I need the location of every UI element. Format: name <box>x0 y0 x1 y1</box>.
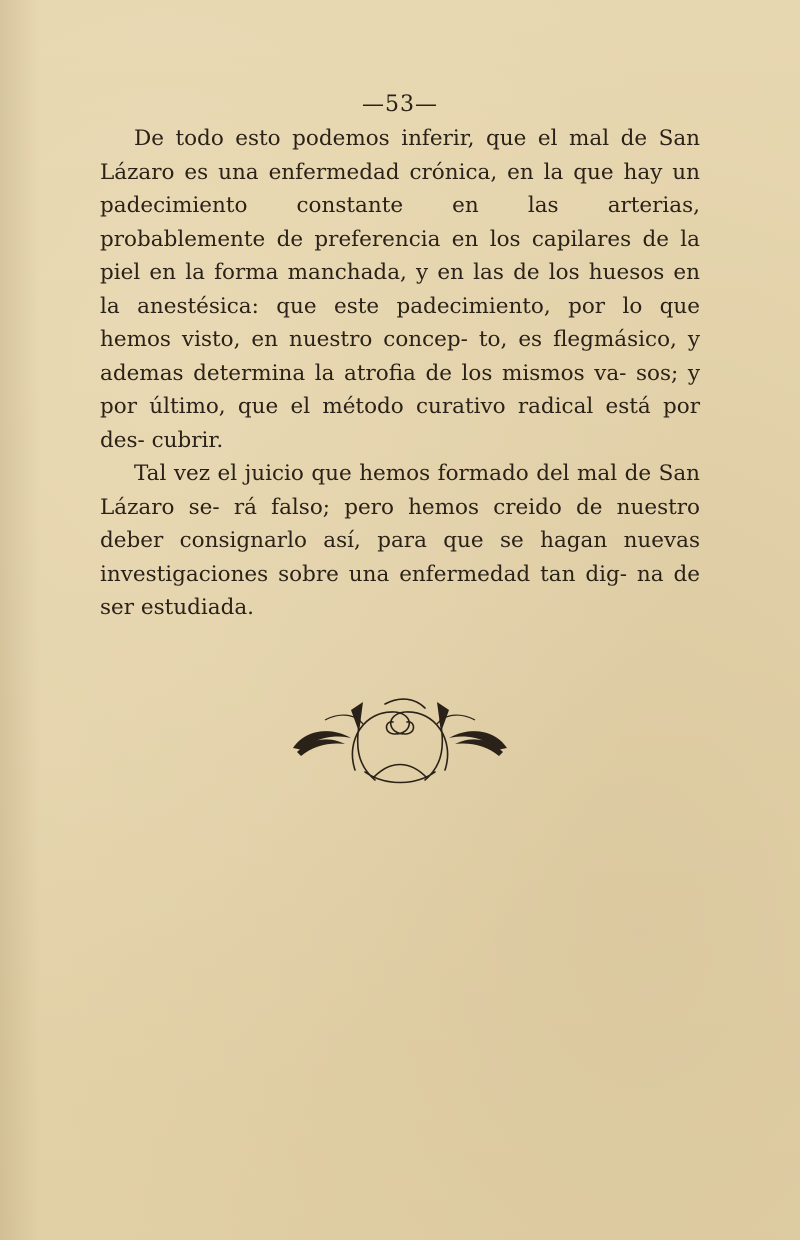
paragraph-1: De todo esto podemos inferir, que el mal de San Lázaro es una enfermedad crónica, en la que hay un padecimiento constante en las arterias, probablemente de preferencia en los capilares de la piel en la forma manchada, y en las de los huesos en la anestésica: que este padecimiento, por lo que hemos visto, en nuestro concep- to, es flegmásico, y ademas determina la atrofia de los mismos va- sos; y por último, que el método curativo radical está por des- cubrir. <box>100 126 700 453</box>
body-text <box>100 122 700 625</box>
page-fold-shadow <box>0 0 40 1240</box>
page-number: —53— <box>362 92 438 117</box>
vignette-ornament-icon <box>285 690 515 790</box>
paragraph-2: Tal vez el juicio que hemos formado del mal de San Lázaro se- rá falso; pero hemos creido de nuestro deber consignarlo así, para que se hagan nuevas investigaciones sobre una enfermedad tan dig- na de ser estudiada. <box>100 461 700 620</box>
